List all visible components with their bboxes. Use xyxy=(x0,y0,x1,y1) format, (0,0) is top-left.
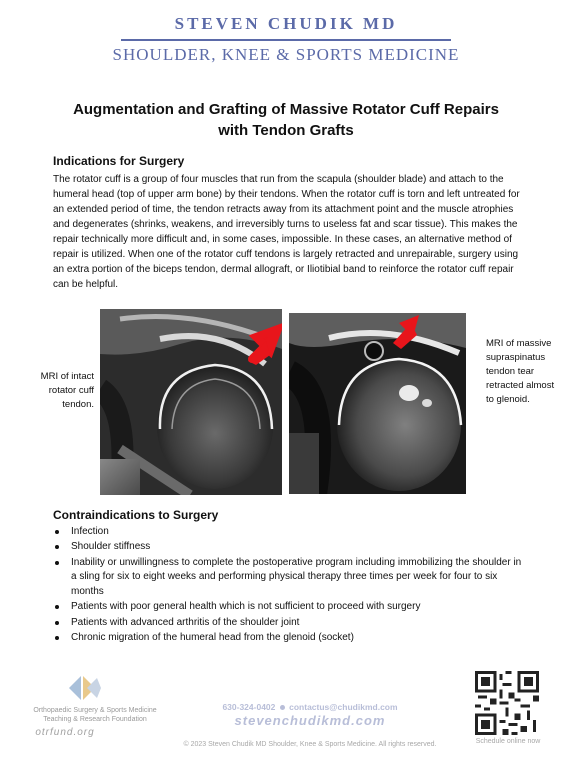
massive-tear-mri xyxy=(289,313,466,494)
document-title xyxy=(40,99,532,141)
practice-subtitle: SHOULDER, KNEE & SPORTS MEDICINE xyxy=(112,45,460,64)
qr-code-icon[interactable] xyxy=(475,671,539,735)
foundation-url[interactable]: otrfund.org xyxy=(35,727,95,738)
website-link[interactable]: stevenchudikmd.com xyxy=(234,713,386,728)
right-mri-caption: MRI of massive supraspinatus tendon tear retracted almost to glenoid. xyxy=(486,338,555,405)
practice-name: STEVEN CHUDIK MD xyxy=(174,14,398,33)
title-line-2: with Tendon Grafts xyxy=(218,122,354,139)
foundation-name xyxy=(10,706,180,724)
letterhead-divider xyxy=(121,39,451,41)
list-item: Infection xyxy=(53,525,528,540)
intact-rotator-cuff-mri xyxy=(100,309,282,495)
foundation-logo-icon xyxy=(65,672,105,704)
separator-dot-icon xyxy=(280,705,285,710)
indications-paragraph: The rotator cuff is a group of four muscles that run from the scapula (shoulder blade) and attach to the humeral head (top of upper arm bone) by their tendons. When the rotator cuff is torn and left untreated for an extended period of time, the tendon retracts away from its attachment point and the muscle atrophies and degenerates (shrinks, weakens, and irreversibly turns to useless fat and scar tissue). This makes the repair technically more difficult and, in some cases, impossible. In these cases, an alternative method of repair is utilized. When one of the rotator cuff tendons is largely retracted and unrepairable, surgery using an extra portion of the biceps tendon, dermal allograft, or Iliotibial band to reinforce the rotator cuff repair can be helpful. xyxy=(53,174,520,290)
title-line-1: Augmentation and Grafting of Massive Rotator Cuff Repairs xyxy=(73,101,499,118)
contact-line xyxy=(205,702,415,712)
phone-number[interactable]: 630-324-0402 xyxy=(222,702,276,712)
list-item: Patients with poor general health which is not sufficient to proceed with surgery xyxy=(53,600,528,615)
list-item: Inability or unwillingness to complete the postoperative program including immobilizing the shoulder in a sling for six to eight weeks and performing physical therapy three times per week for four to six months xyxy=(53,556,528,600)
letterhead xyxy=(0,14,572,65)
qr-caption: Schedule online now xyxy=(475,738,541,745)
list-item: Shoulder stiffness xyxy=(53,540,528,555)
foundation-line-1: Orthopaedic Surgery & Sports Medicine xyxy=(33,707,157,714)
contraindications-list xyxy=(53,525,528,646)
foundation-line-2: Teaching & Research Foundation xyxy=(43,716,147,723)
list-item: Patients with advanced arthritis of the shoulder joint xyxy=(53,616,528,631)
copyright-notice: © 2023 Steven Chudik MD Shoulder, Knee & Sports Medicine. All rights reserved. xyxy=(183,741,437,748)
contraindications-heading: Contraindications to Surgery xyxy=(53,508,219,522)
indications-heading: Indications for Surgery xyxy=(53,154,185,168)
contact-email[interactable]: contactus@chudikmd.com xyxy=(289,702,398,712)
list-item: Chronic migration of the humeral head from the glenoid (socket) xyxy=(53,631,528,646)
left-mri-caption: MRI of intact rotator cuff tendon. xyxy=(40,371,94,410)
